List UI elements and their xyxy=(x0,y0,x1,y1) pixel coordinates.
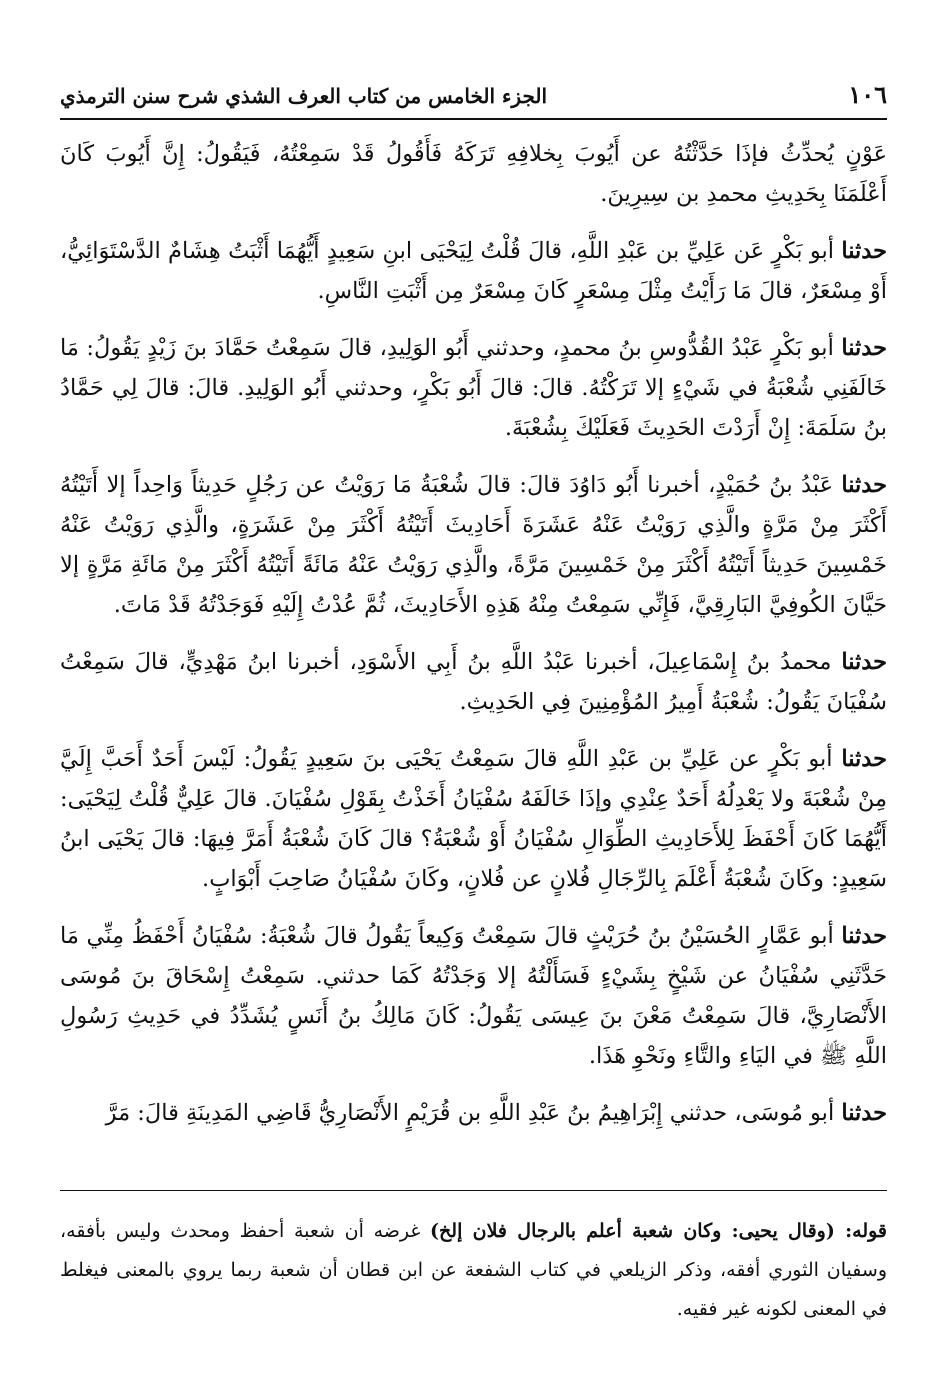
paragraph-text: أبو بَكْرٍ عن عَلِيِّ بن عَبْدِ اللَّهِ قالَ سَمِعْتُ يَحْيَى بنَ سَعِيدٍ يَقُولُ: لَيْسَ أَحَدٌ أَحَبَّ إِلَيَّ مِنْ شُعْبَةَ ولا يَعْدِلُهُ أَحَدٌ عِنْدِي وإذَا خَالَفَهُ سُفْيَانُ أَخَذْتُ بِقَوْلِ سُفْيَانَ. قالَ عَلِيٌّ قُلْتُ لِيَحْيَى: أَيُّهُمَا كَانَ أَحْفَظَ لِلأَحَادِيثِ الطِّوَالِ سُفْيَانُ أَوْ شُعْبَةُ؟ قالَ كَانَ شُعْبَةُ أَمَرَّ فِيهَا: قالَ يَحْيَى ابنُ سَعِيدٍ: وكَانَ شُعْبَةُ أَعْلَمَ بِالرِّجَالِ فُلانٍ عن فُلانٍ، وكَانَ سُفْيَانُ صَاحِبَ أَبْوَابٍ. xyxy=(60,746,887,892)
hadith-paragraph xyxy=(60,328,887,448)
page-header xyxy=(60,78,887,120)
hadith-paragraph xyxy=(60,916,887,1076)
paragraph-text: عَبْدُ بنُ حُمَيْدٍ، أخبرنا أَبُو دَاوُدَ قالَ: قالَ شُعْبَةُ مَا رَوَيْتُ عن رَجُلٍ حَدِيثاً وَاحِداً إلا أَتَيْتُهُ أَكْثَرَ مِنْ مَرَّةٍ والَّذِي رَوَيْتُ عَنْهُ عَشَرَةَ أَحَادِيثَ أَتَيْتُهُ أَكْثَرَ مِنْ عَشَرَةٍ، والَّذِي رَوَيْتُ عَنْهُ خَمْسِينَ حَدِيثاً أَتَيْتُهُ أَكْثَرَ مِنْ خَمْسِينَ مَرَّةً، والَّذِي رَوَيْتُ عَنْهُ مَائَةً أَتَيْتُهُ أَكْثَرَ مِنْ مَائَةِ مَرَّةٍ إلا حَيَّانَ الكُوفِيَّ البَارِقِيَّ، فَإِنِّي سَمِعْتُ مِنْهُ هَذِهِ الأَحَادِيثَ، ثُمَّ عُدْتُ إِلَيْهِ فَوَجَدْتُهُ قَدْ مَاتَ. xyxy=(60,472,887,618)
paragraph-text: أبو بَكْرٍ عَبْدُ القُدُّوسِ بنُ محمدٍ، وحدثني أَبُو الوَلِيدِ، قالَ سَمِعْتُ حَمَّادَ بنَ زَيْدٍ يَقُولُ: مَا خَالَفَنِي شُعْبَةُ في شَيْءٍ إلا تَرَكْتُهُ. قالَ: قالَ أَبُو بَكْرٍ، وحدثني أَبُو الوَلِيدِ. قالَ: قالَ لِي حَمَّادُ بنُ سَلَمَةَ: إِنْ أَرَدْتَ الحَدِيثَ فَعَلَيْكَ بِشُعْبَةَ. xyxy=(60,335,887,441)
paragraph-lead: حدثنا xyxy=(841,472,887,498)
paragraph-lead: حدثنا xyxy=(841,335,887,361)
paragraph-text: أبو عَمَّارٍ الحُسَيْنُ بنُ حُرَيْثٍ قالَ سَمِعْتُ وَكِيعاً يَقُولُ قالَ شُعْبَةُ: سُفْيَانُ أَحْفَظُ مِنِّي مَا حَدَّثَنِي سُفْيَانُ عن شَيْخٍ بِشَيْءٍ فَسَأَلْتُهُ إلا وَجَدْتُهُ كَمَا حدثني. سَمِعْتُ إِسْحَاقَ بنَ مُوسَى الأَنْصَارِيَّ، قالَ سَمِعْتُ مَعْنَ بنَ عِيسَى يَقُولُ: كَانَ مَالِكُ بنُ أَنَسٍ يُشَدِّدُ في حَدِيثِ رَسُولِ اللَّهِ ﷺ في اليَاءِ والتَّاءِ ونَحْوِ هَذَا. xyxy=(60,923,887,1069)
paragraph-lead: حدثنا xyxy=(841,649,887,675)
page-number: ١٠٦ xyxy=(848,80,887,109)
hadith-paragraph xyxy=(60,642,887,722)
running-title: الجزء الخامس من كتاب العرف الشذي شرح سنن الترمذي xyxy=(60,84,548,108)
paragraph-lead: حدثنا xyxy=(841,238,887,264)
hadith-paragraph xyxy=(60,231,887,311)
paragraph-text: عَوْنٍ يُحدِّثُ فإذَا حَدَّثْتُهُ عن أَيُوبَ بِخلافِهِ تَرَكَهُ فَأَقُولُ قَدْ سَمِعْتُهُ، فَيَقُولُ: إِنَّ أَيُوبَ كَانَ أَعْلَمَنَا بِحَدِيثِ محمدِ بن سِيرِينَ. xyxy=(60,141,887,207)
hadith-paragraph xyxy=(60,739,887,899)
paragraph-lead: حدثنا xyxy=(841,746,887,772)
footnote xyxy=(60,1212,887,1329)
hadith-paragraph xyxy=(60,465,887,625)
footnote-heading: قوله: (وقال يحيى: وكان شعبة أعلم بالرجال فلان إلخ) xyxy=(430,1220,888,1242)
hadith-paragraph xyxy=(60,1093,887,1133)
paragraph-lead: حدثنا xyxy=(841,1100,887,1126)
paragraph-text: أبو مُوسَى، حدثني إِبْرَاهِيمُ بنُ عَبْدِ اللَّهِ بن قُرَيْمٍ الأَنْصَارِيُّ قَاضِي المَدِينَةِ قالَ: مَرَّ xyxy=(105,1100,835,1126)
footnote-text: غرضه أن شعبة أحفظ ومحدث وليس بأفقه، وسفيان الثوري أفقه، وذكر الزيلعي في كتاب الشفعة عن ابن قطان أن شعبة ربما يروي بالمعنى فيغلط في المعنى لكونه غير فقيه. xyxy=(60,1220,887,1320)
paragraph-lead: حدثنا xyxy=(841,923,887,949)
paragraph-continuation xyxy=(60,134,887,214)
paragraph-text: أبو بَكْرٍ عَن عَلِيِّ بن عَبْدِ اللَّهِ، قالَ قُلْتُ لِيَحْيَى ابنِ سَعِيدٍ أَيُّهُمَا أَثْبَتُ هِشَامٌ الدَّسْتَوَائِيُّ، أَوْ مِسْعَرٌ، قالَ مَا رَأَيْتُ مِثْلَ مِسْعَرٍ كَانَ مِسْعَرٌ مِن أَثْبَتِ النَّاسِ. xyxy=(60,238,887,304)
footnote-divider xyxy=(60,1190,887,1191)
main-text xyxy=(60,134,887,1150)
paragraph-text: محمدُ بنُ إِسْمَاعِيلَ، أخبرنا عَبْدُ اللَّهِ بنُ أَبِي الأَسْوَدِ، أخبرنا ابنُ مَهْدِيٍّ، قالَ سَمِعْتُ سُفْيَانَ يَقُولُ: شُعْبَةُ أَمِيرُ المُؤْمِنِينَ فِي الحَدِيثِ. xyxy=(60,649,887,715)
